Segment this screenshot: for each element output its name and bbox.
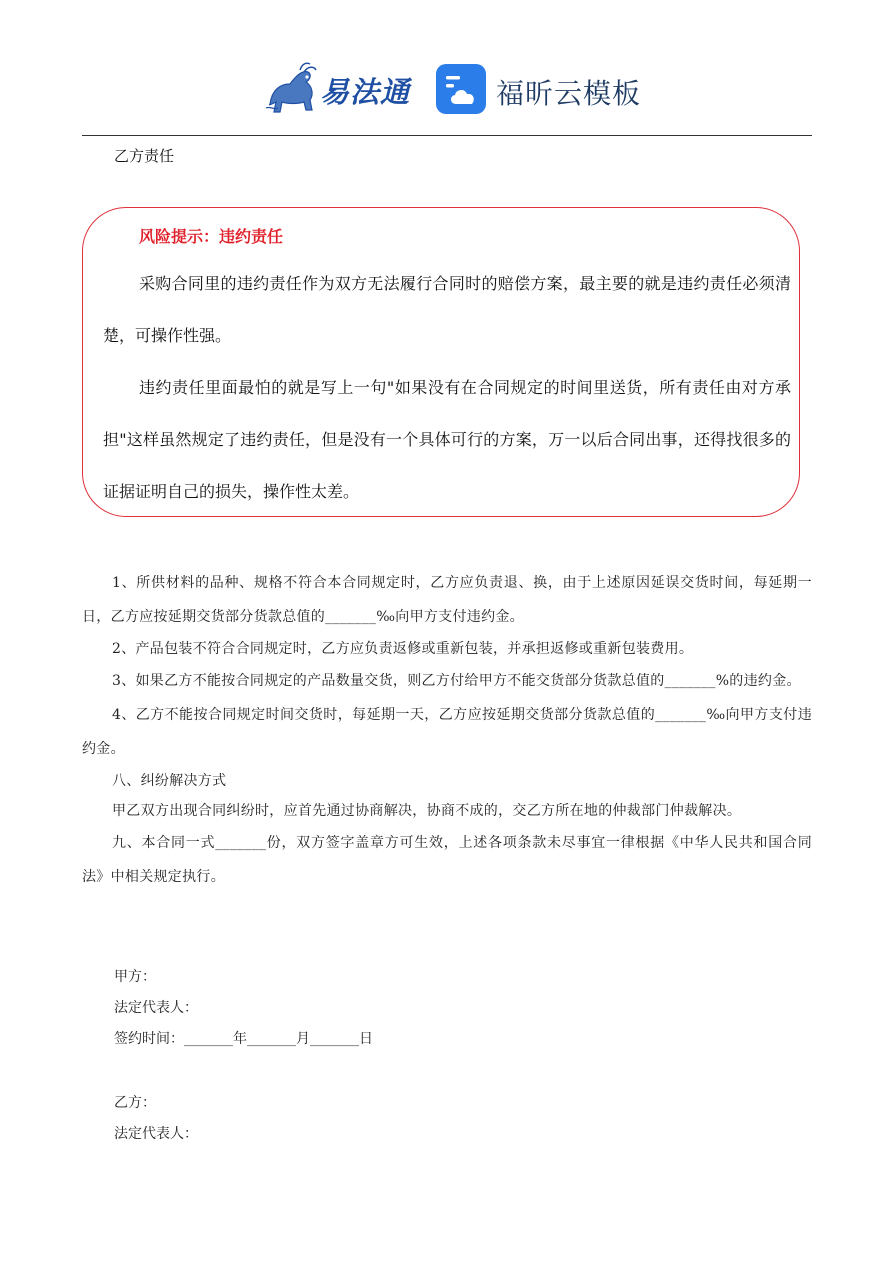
sign-date-label: 签约时间：_______年_______月_______日 bbox=[114, 1031, 373, 1047]
party-a-label: 甲方： bbox=[114, 969, 156, 985]
clause-item: 3、如果乙方不能按合同规定的产品数量交货，则乙方付给甲方不能交货部分货款总值的_______%的违约金。 bbox=[112, 673, 801, 689]
yifatong-logo-text: 易法通 bbox=[320, 75, 411, 109]
section-heading: 八、纠纷解决方式 bbox=[112, 773, 227, 789]
contract-clauses bbox=[82, 566, 812, 894]
clause-item: 1、所供材料的品种、规格不符合本合同规定时，乙方应负责退、换，由于上述原因延误交货时间，每延期一日，乙方应按延期交货部分货款总值的_______‰向甲方支付违约金。 bbox=[82, 575, 812, 625]
risk-paragraph: 违约责任里面最怕的就是写上一句"如果没有在合同规定的时间里送货，所有责任由对方承担"这样虽然规定了违约责任，但是没有一个具体可行的方案，万一以后合同出事，还得找很多的证据证明自己的损失，操作性太差。 bbox=[103, 378, 791, 501]
fuxin-logo-text: 福昕云模板 bbox=[496, 77, 642, 110]
yifatong-logo bbox=[262, 60, 412, 118]
page-header bbox=[0, 58, 893, 122]
clause-item: 九、本合同一式_______份，双方签字盖章方可生效，上述各项条款未尽事宜一律根据《中华人民共和国合同法》中相关规定执行。 bbox=[82, 835, 812, 885]
risk-notice-body bbox=[103, 258, 791, 518]
clause-item: 2、产品包装不符合合同规定时，乙方应负责返修或重新包装，并承担返修或重新包装费用。 bbox=[112, 641, 694, 657]
section-title: 乙方责任 bbox=[114, 147, 175, 165]
qilin-icon bbox=[262, 60, 322, 118]
risk-notice-box bbox=[82, 207, 800, 517]
legal-rep-a-label: 法定代表人： bbox=[114, 1000, 198, 1016]
header-divider bbox=[82, 135, 812, 136]
fuxin-cloud-icon bbox=[436, 64, 486, 114]
risk-paragraph: 采购合同里的违约责任作为双方无法履行合同时的赔偿方案，最主要的就是违约责任必须清楚，可操作性强。 bbox=[103, 274, 791, 345]
clause-item: 甲乙双方出现合同纠纷时，应首先通过协商解决，协商不成的，交乙方所在地的仲裁部门仲裁解决。 bbox=[112, 803, 742, 819]
clause-item: 4、乙方不能按合同规定时间交货时，每延期一天，乙方应按延期交货部分货款总值的_______‰向甲方支付违约金。 bbox=[82, 707, 812, 757]
party-b-label: 乙方： bbox=[114, 1095, 156, 1111]
legal-rep-b-label: 法定代表人： bbox=[114, 1126, 198, 1142]
risk-notice-title: 风险提示：违约责任 bbox=[139, 227, 284, 246]
